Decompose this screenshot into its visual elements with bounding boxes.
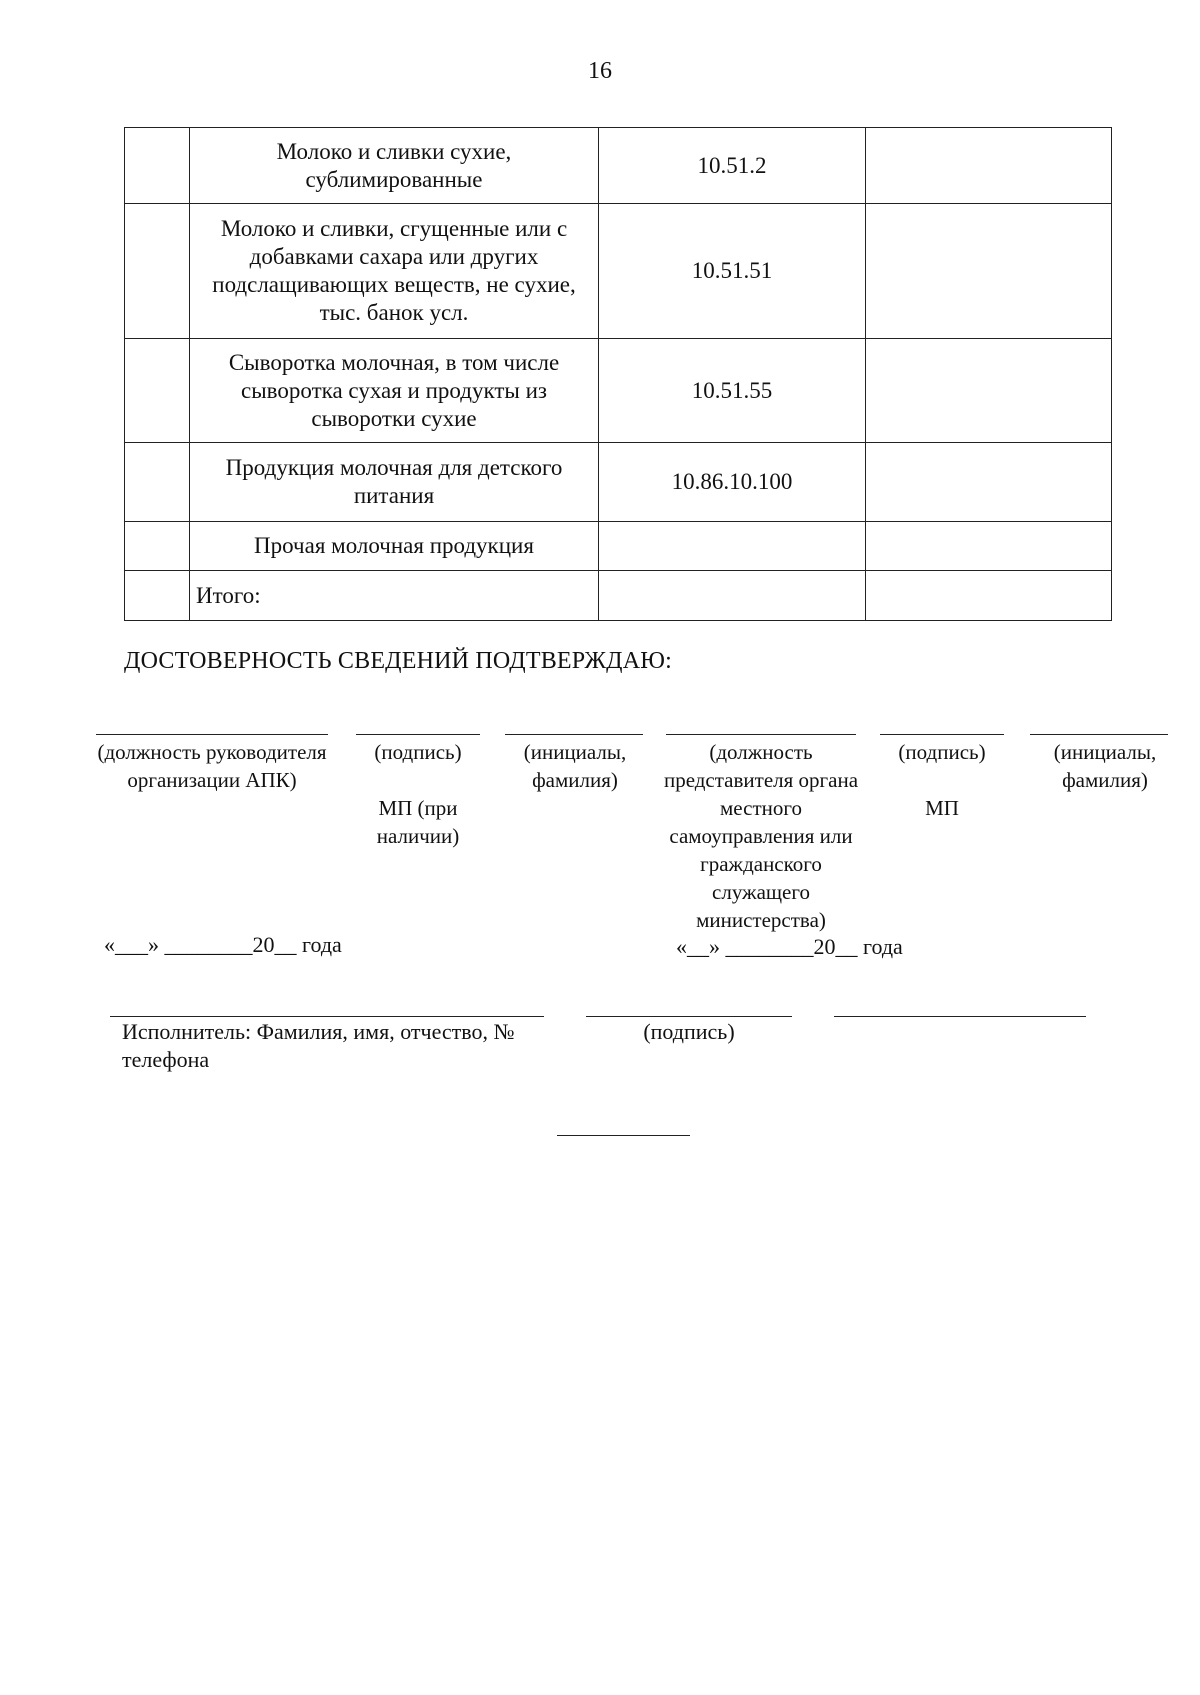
table-row xyxy=(125,522,1112,571)
representative-initials-caption: (инициалы, фамилия) xyxy=(1053,740,1157,792)
executor-signature-line xyxy=(586,1016,792,1017)
product-name-cell: Молоко и сливки, сгущенные или с добавками сахара или других подслащивающих веществ, не сухие, тыс. банок усл. xyxy=(190,204,599,339)
representative-stamp-caption: МП xyxy=(925,796,959,820)
end-of-document-line xyxy=(557,1135,690,1136)
value-cell xyxy=(866,204,1112,339)
executor-name-line xyxy=(110,1016,544,1017)
confirmation-heading: ДОСТОВЕРНОСТЬ СВЕДЕНИЙ ПОДТВЕРЖДАЮ: xyxy=(124,648,673,674)
product-code-cell xyxy=(599,522,866,571)
representative-position-line xyxy=(666,734,856,735)
stamp-caption: МП (при наличии) xyxy=(376,796,460,848)
value-cell xyxy=(866,128,1112,204)
row-number-cell xyxy=(125,522,190,571)
page-number: 16 xyxy=(588,58,612,84)
representative-signature-line xyxy=(880,734,1004,735)
product-code-cell: 10.86.10.100 xyxy=(599,443,866,522)
product-code-cell: 10.51.2 xyxy=(599,128,866,204)
date-left: «___» ________20__ года xyxy=(104,932,342,957)
row-number-cell xyxy=(125,204,190,339)
value-cell xyxy=(866,522,1112,571)
table-row xyxy=(125,128,1112,204)
product-name-cell: Молоко и сливки сухие, сублимированные xyxy=(190,128,599,204)
table-row xyxy=(125,204,1112,339)
signature-line xyxy=(356,734,480,735)
representative-initials-line xyxy=(1030,734,1168,735)
row-number-cell xyxy=(125,571,190,621)
product-code-cell: 10.51.51 xyxy=(599,204,866,339)
product-code-cell xyxy=(599,571,866,621)
position-signature-line xyxy=(96,734,328,735)
product-name-cell: Прочая молочная продукция xyxy=(190,522,599,571)
signature-caption: (подпись) xyxy=(374,740,462,764)
product-name-cell: Сыворотка молочная, в том числе сыворотка сухая и продукты из сыворотки сухие xyxy=(190,339,599,443)
row-number-cell xyxy=(125,339,190,443)
total-label-cell: Итого: xyxy=(190,571,599,621)
row-number-cell xyxy=(125,128,190,204)
table-row xyxy=(125,443,1112,522)
initials-line xyxy=(505,734,643,735)
representative-position-caption: (должность представителя органа местного самоуправления или гражданского служащего министерства) xyxy=(663,740,859,932)
product-name-cell: Продукция молочная для детского питания xyxy=(190,443,599,522)
position-caption: (должность руководителя организации АПК) xyxy=(97,740,327,792)
executor-signature-caption: (подпись) xyxy=(643,1019,735,1044)
product-code-cell: 10.51.55 xyxy=(599,339,866,443)
value-cell xyxy=(866,443,1112,522)
initials-caption: (инициалы, фамилия) xyxy=(523,740,627,792)
row-number-cell xyxy=(125,443,190,522)
executor-extra-line xyxy=(834,1016,1086,1017)
table-row xyxy=(125,571,1112,621)
products-table xyxy=(124,127,1112,621)
representative-signature-caption: (подпись) xyxy=(898,740,986,764)
table-row xyxy=(125,339,1112,443)
value-cell xyxy=(866,571,1112,621)
executor-label: Исполнитель: Фамилия, имя, отчество, № телефона xyxy=(122,1019,515,1072)
value-cell xyxy=(866,339,1112,443)
date-right: «__» ________20__ года xyxy=(676,934,903,959)
